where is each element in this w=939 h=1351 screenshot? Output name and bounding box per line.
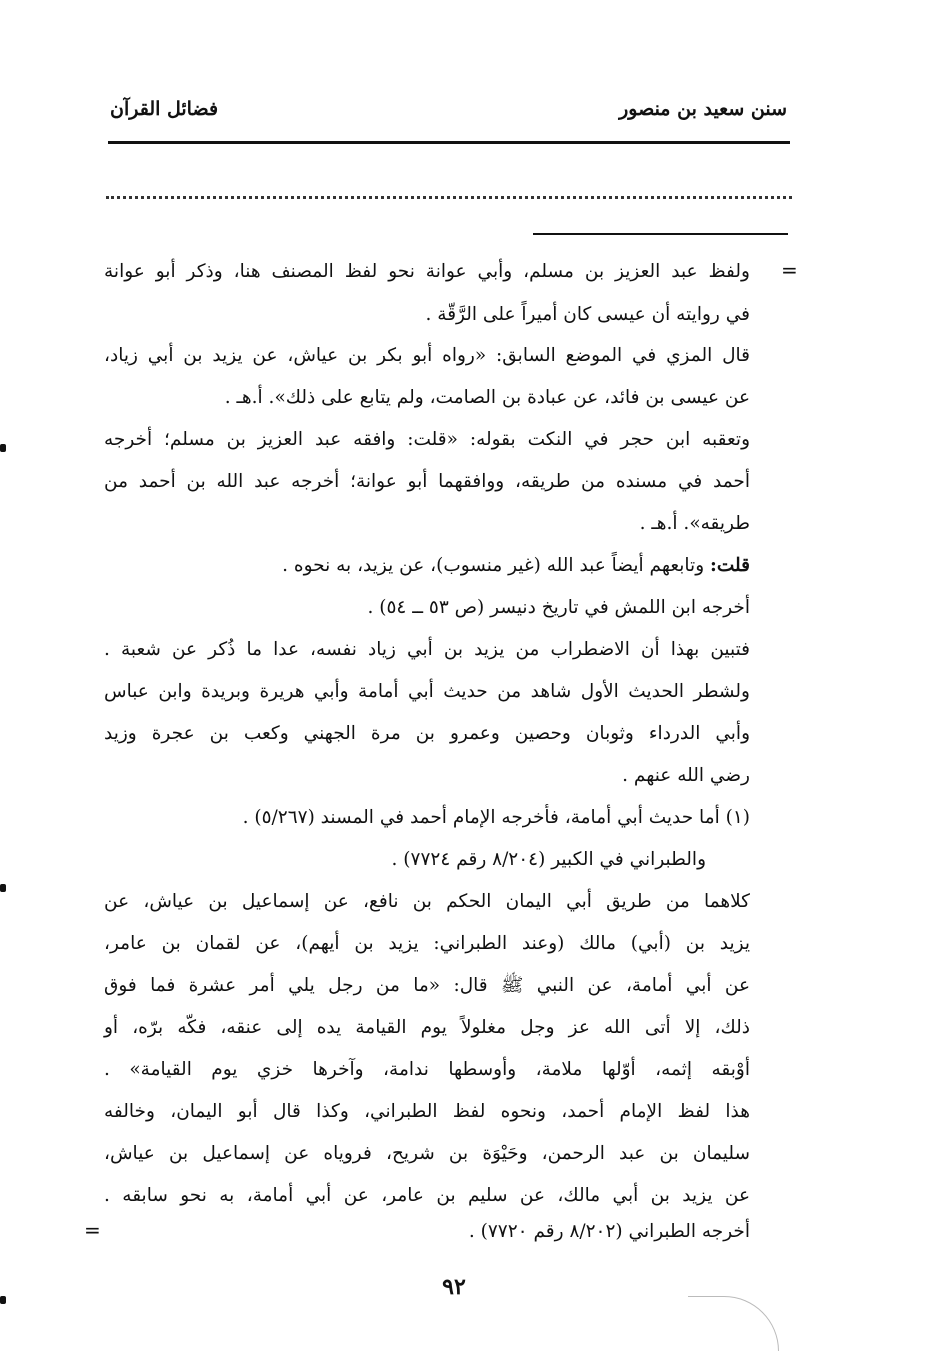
dotted-separator xyxy=(106,196,792,199)
text-line: ولشطر الحديث الأول شاهد من حديث أبي أمامة وأبي هريرة وبريدة وابن عباس xyxy=(104,681,750,702)
text-line: عن عيسى بن فائد، عن عبادة بن الصامت، ولم يتابع على ذلك». أ.هـ . xyxy=(224,387,750,408)
qult-text: وتابعهم أيضاً عبد الله (غير منسوب)، عن يزيد، به نحوه . xyxy=(282,555,705,576)
text-line: وأبي الدرداء وثوبان وحصين وعمرو بن مرة الجهني وكعب بن عجرة وزيد xyxy=(104,723,750,744)
text-line: أخرجه ابن اللمش في تاريخ دنيسر (ص ٥٣ ــ ٥٤) . xyxy=(367,597,750,618)
text-line: كلاهما من طريق أبي اليمان الحكم بن نافع، عن إسماعيل بن عياش، عن xyxy=(104,891,750,912)
text-line: أحمد في مسنده من طريقه، ووافقهما أبو عوانة؛ أخرجه عبد الله بن أحمد من xyxy=(104,471,750,492)
text-line: ولفظ عبد العزيز بن مسلم، وأبي عوانة نحو لفظ المصنف هنا، وذكر أبو عوانة xyxy=(104,261,750,282)
continuation-mark-top: = xyxy=(781,258,798,282)
footnote-separator xyxy=(533,233,788,235)
margin-dot xyxy=(0,444,6,452)
text-line: قال المزي في الموضع السابق: «رواه أبو بكر بن عياش، عن يزيد بن أبي زياد، xyxy=(104,345,750,366)
text-line: وتعقبه ابن حجر في النكت بقوله: «قلت: وافقه عبد العزيز بن مسلم؛ أخرجه xyxy=(104,429,750,450)
text-line: رضي الله عنهم . xyxy=(622,765,750,786)
continuation-mark-bottom: = xyxy=(84,1218,101,1242)
text-line: في روايته أن عيسى كان أميراً على الرَّقّة . xyxy=(425,304,750,325)
text-line: والطبراني في الكبير (٨/٢٠٤ رقم ٧٧٢٤) . xyxy=(391,849,706,870)
text-line: أخرجه الطبراني (٨/٢٠٢ رقم ٧٧٢٠) . xyxy=(468,1221,750,1242)
text-line: عن يزيد بن أبي مالك، عن سليم بن عامر، عن أبي أمامة، به نحو سابقه . xyxy=(104,1185,750,1206)
text-line: ذلك، إلا أتى الله عز وجل مغلولاً يوم القيامة يده إلى عنقه، فكّه برّه، أو xyxy=(104,1017,750,1038)
margin-dot xyxy=(0,884,6,892)
text-line: يزيد بن (أبي) مالك (وعند الطبراني: يزيد بن أيهم)، عن لقمان بن عامر، xyxy=(104,933,750,954)
text-line xyxy=(282,554,750,578)
text-line: عن أبي أمامة، عن النبي ﷺ قال: «ما من رجل يلي أمر عشرة فما فوق xyxy=(104,975,750,996)
text-line: سليمان بن عبد الرحمن، وحَيْوَة بن شريح، فروياه عن إسماعيل بن عياش، xyxy=(104,1143,750,1164)
page-number: ٩٢ xyxy=(442,1274,466,1300)
text-line: فتبين بهذا أن الاضطراب من يزيد بن أبي زياد نفسه، عدا ما ذُكر عن شعبة . xyxy=(104,639,750,660)
header-rule xyxy=(108,141,790,144)
margin-dot xyxy=(0,1296,6,1304)
text-line: طريقه». أ.هـ . xyxy=(639,513,750,534)
text-line: (١) أما حديث أبي أمامة، فأخرجه الإمام أحمد في المسند (٥/٢٦٧) . xyxy=(242,807,750,828)
text-line: هذا لفظ الإمام أحمد، ونحوه لفظ الطبراني، وكذا قال أبو اليمان، وخالفه xyxy=(104,1101,750,1122)
header-section-title: فضائل القرآن xyxy=(110,98,219,120)
header-book-title: سنن سعيد بن منصور xyxy=(619,98,787,120)
qult-label: قلت: xyxy=(710,555,750,576)
text-line: أوْبقه إثمه، أوّلها ملامة، وأوسطها ندامة، وآخرها خزي يوم القيامة» . xyxy=(104,1059,750,1080)
scan-artifact-curve xyxy=(688,1296,779,1351)
